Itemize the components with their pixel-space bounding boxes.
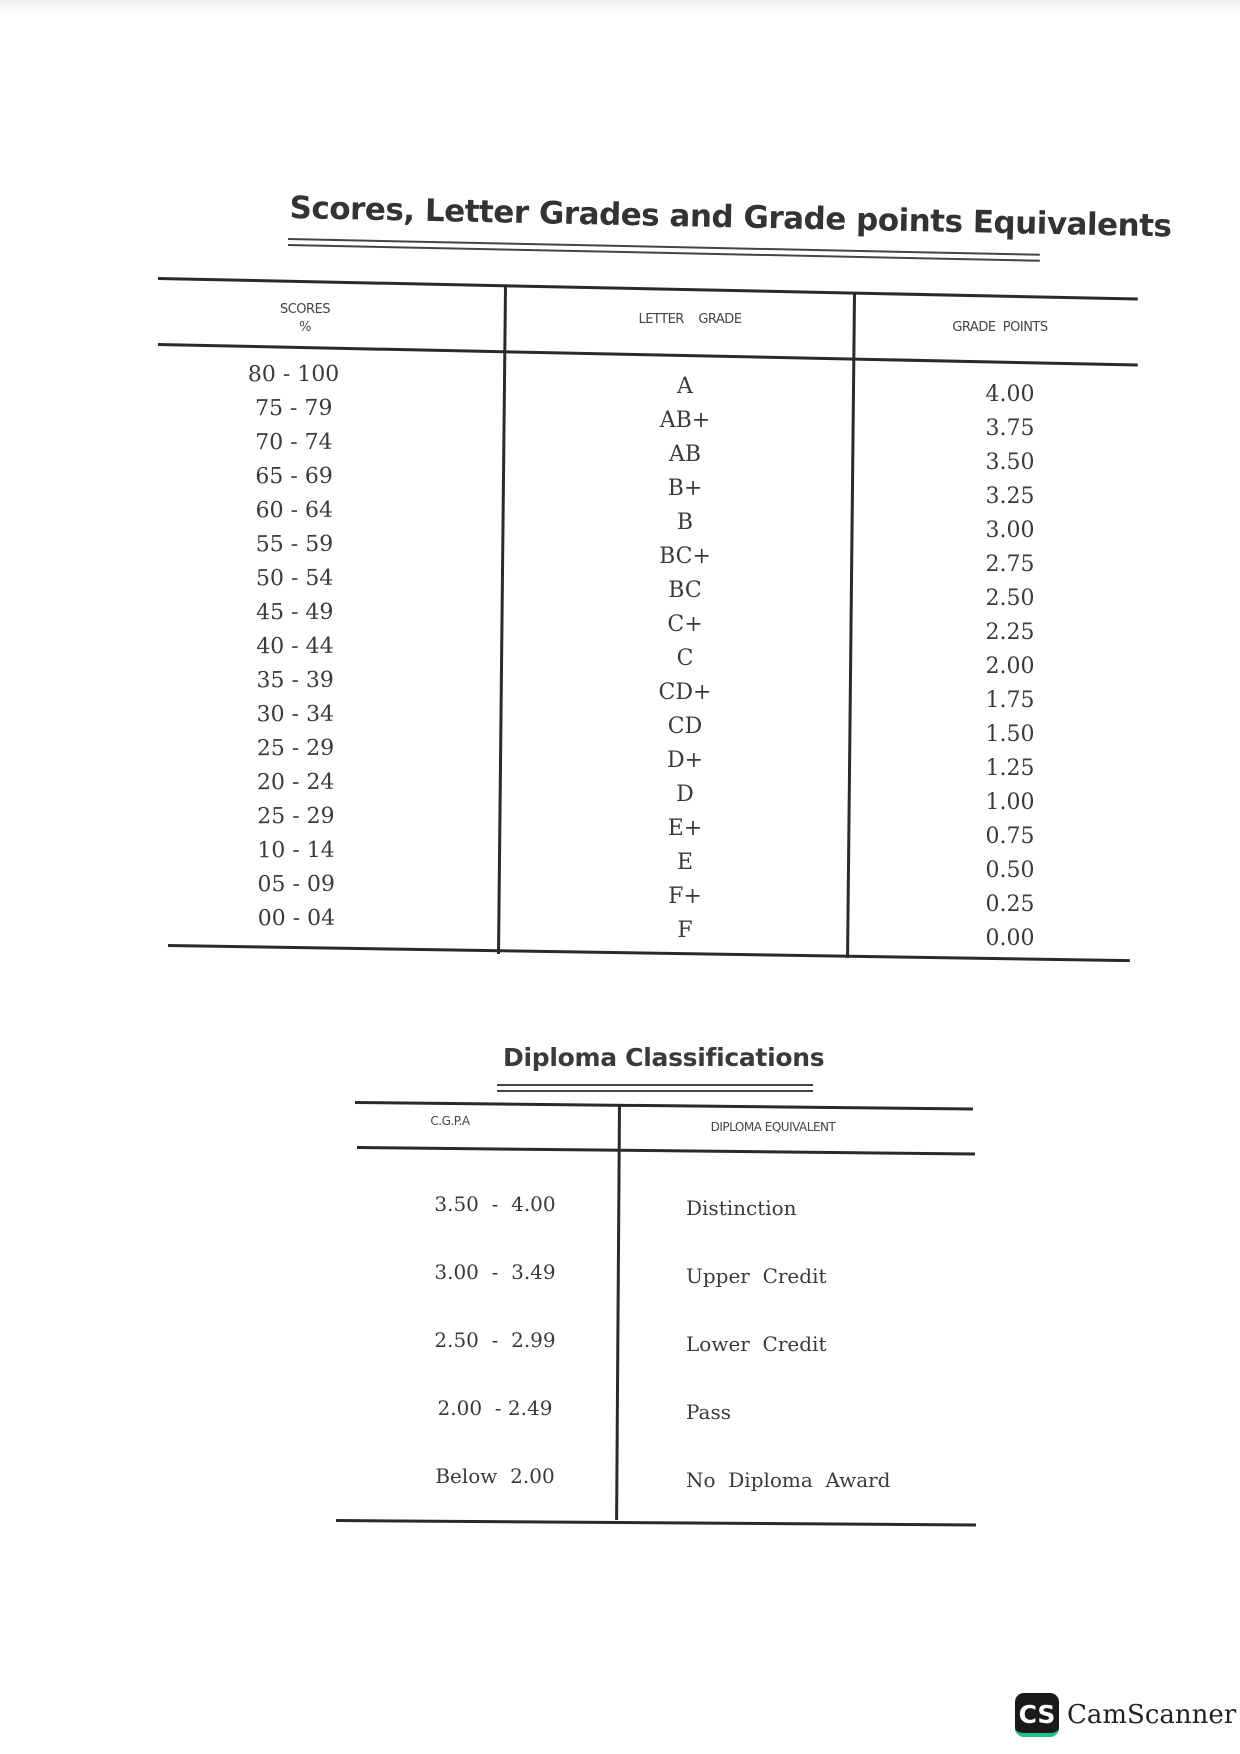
cgpa-range-cell: 3.50 - 4.00 <box>434 1192 556 1216</box>
letter-grade-cell: A <box>677 374 693 399</box>
grade-points-cell: 0.50 <box>985 858 1035 883</box>
camscanner-logo: CS <box>1015 1693 1059 1737</box>
score-range-cell: 55 - 59 <box>255 531 334 558</box>
diploma-title-underline <box>497 1084 813 1086</box>
grade-points-cell: 1.50 <box>985 722 1035 747</box>
grades-table-divider-2 <box>846 294 856 958</box>
diploma-table-header-rule <box>357 1146 975 1155</box>
cgpa-range-cell: 2.50 - 2.99 <box>434 1328 556 1352</box>
grades-table-top-rule <box>158 277 1138 301</box>
letter-grade-cell: CD <box>667 714 703 739</box>
diploma-table-divider <box>615 1104 621 1520</box>
letter-grade-cell: F <box>677 918 693 943</box>
camscanner-label: CamScanner <box>1067 1700 1237 1730</box>
score-range-cell: 80 - 100 <box>247 361 340 388</box>
grade-points-cell: 1.25 <box>985 756 1035 781</box>
grade-points-cell: 0.25 <box>985 892 1035 917</box>
cgpa-range-cell: 3.00 - 3.49 <box>434 1260 556 1284</box>
diploma-class-cell: Distinction <box>686 1196 797 1220</box>
grades-table-divider-1 <box>497 286 507 954</box>
grade-points-cell: 0.00 <box>985 926 1035 951</box>
letter-grade-cell: BC <box>668 578 702 603</box>
grade-points-cell: 2.00 <box>985 654 1035 679</box>
score-range-cell: 35 - 39 <box>256 667 334 694</box>
diploma-class-cell: Upper Credit <box>686 1264 827 1288</box>
letter-grade-column <box>620 370 750 948</box>
letter-grade-cell: CD+ <box>658 680 712 705</box>
score-range-cell: 70 - 74 <box>255 429 333 456</box>
letter-grade-cell: B <box>676 510 694 535</box>
cgpa-range-cell: 2.00 - 2.49 <box>437 1396 553 1420</box>
header-scores-label: SCORES <box>279 302 331 317</box>
diploma-title: Diploma Classifications <box>503 1043 825 1072</box>
cgpa-range-cell: Below 2.00 <box>435 1464 555 1488</box>
score-range-cell: 25 - 29 <box>256 735 335 762</box>
grade-points-cell: 1.75 <box>985 688 1035 713</box>
grade-points-column <box>960 378 1060 956</box>
letter-grade-cell: E <box>676 850 694 875</box>
grade-points-cell: 0.75 <box>985 824 1035 849</box>
diploma-class-cell: Pass <box>686 1400 732 1424</box>
grade-points-cell: 3.00 <box>985 518 1035 543</box>
scores-column <box>223 358 366 937</box>
letter-grade-cell: C <box>676 646 694 671</box>
score-range-cell: 05 - 09 <box>257 871 336 898</box>
grade-points-cell: 2.25 <box>985 620 1035 645</box>
grade-points-cell: 3.25 <box>985 484 1035 509</box>
letter-grade-cell: C+ <box>667 612 703 637</box>
grade-points-cell: 4.00 <box>985 382 1035 407</box>
diploma-table-top-rule <box>355 1101 973 1110</box>
diploma-class-cell: No Diploma Award <box>686 1468 891 1492</box>
score-range-cell: 75 - 79 <box>254 395 333 422</box>
grade-points-cell: 2.75 <box>985 552 1035 577</box>
score-range-cell: 10 - 14 <box>257 837 335 864</box>
score-range-cell: 00 - 04 <box>257 905 336 932</box>
header-diploma-equivalent: DIPLOMA EQUIVALENT <box>710 1120 836 1134</box>
score-range-cell: 60 - 64 <box>255 497 334 524</box>
header-letter-grade: LETTER GRADE <box>638 312 742 327</box>
header-scores <box>246 301 364 337</box>
letter-grade-cell: E+ <box>667 816 703 841</box>
letter-grade-cell: AB+ <box>659 408 711 433</box>
grade-points-cell: 3.50 <box>985 450 1035 475</box>
diploma-class-cell: Lower Credit <box>686 1332 827 1356</box>
score-range-cell: 40 - 44 <box>256 633 334 660</box>
letter-grade-cell: AB <box>668 442 702 467</box>
score-range-cell: 25 - 29 <box>257 803 335 830</box>
grade-points-cell: 2.50 <box>985 586 1035 611</box>
score-range-cell: 65 - 69 <box>255 463 333 490</box>
score-range-cell: 50 - 54 <box>255 565 334 592</box>
letter-grade-cell: D <box>676 782 694 807</box>
letter-grade-cell: D+ <box>666 748 704 773</box>
grades-title: Scores, Letter Grades and Grade points Equivalents <box>289 190 1172 245</box>
score-range-cell: 30 - 34 <box>256 701 335 728</box>
header-cgpa: C.G.P.A <box>430 1114 470 1128</box>
header-scores-unit: % <box>299 320 311 335</box>
letter-grade-cell: BC+ <box>659 544 711 569</box>
diploma-title-underline <box>497 1090 813 1092</box>
score-range-cell: 45 - 49 <box>256 599 334 626</box>
letter-grade-cell: F+ <box>668 884 702 909</box>
grade-points-cell: 3.75 <box>985 416 1035 441</box>
grade-points-cell: 1.00 <box>985 790 1035 815</box>
score-range-cell: 20 - 24 <box>256 769 335 796</box>
letter-grade-cell: B+ <box>667 476 703 501</box>
header-grade-points: GRADE POINTS <box>952 320 1048 335</box>
diploma-table-bottom-rule <box>336 1519 976 1526</box>
scan-top-edge <box>0 0 1240 14</box>
